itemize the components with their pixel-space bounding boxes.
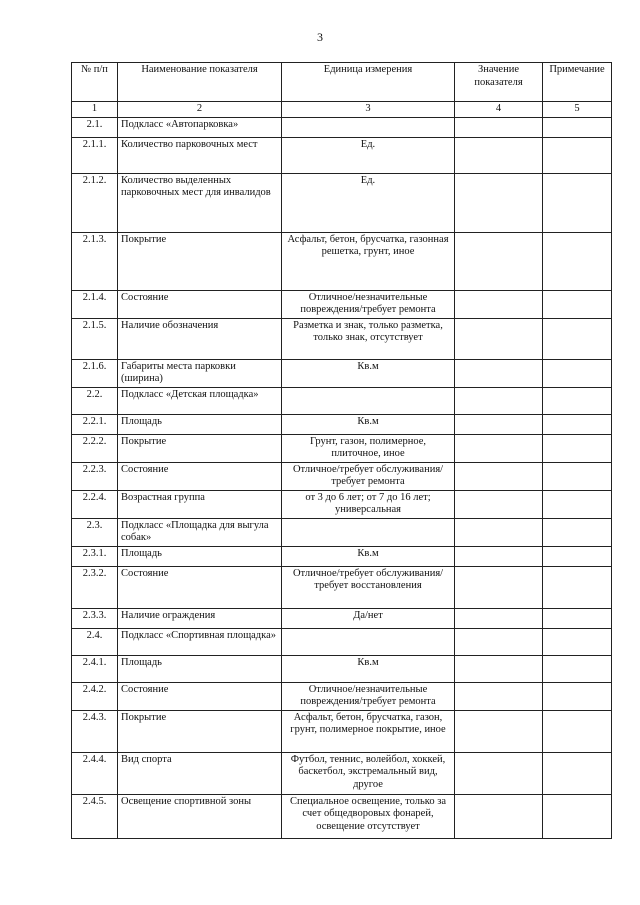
table-row bbox=[72, 318, 612, 359]
note-cell bbox=[543, 434, 612, 462]
note-cell bbox=[543, 359, 612, 387]
note-cell bbox=[543, 290, 612, 318]
note-cell bbox=[543, 682, 612, 710]
table-row bbox=[72, 462, 612, 490]
note-cell bbox=[543, 566, 612, 608]
col-number-2: 2 bbox=[118, 102, 282, 118]
header-note: Примечание bbox=[543, 63, 612, 102]
row-number: 2.1.4. bbox=[72, 290, 118, 318]
value-cell bbox=[455, 566, 543, 608]
row-number: 2.1. bbox=[72, 117, 118, 137]
note-cell bbox=[543, 387, 612, 414]
row-number: 2.4.2. bbox=[72, 682, 118, 710]
table-row bbox=[72, 752, 612, 794]
table-row bbox=[72, 710, 612, 752]
indicator-name: Количество выделенных парковочных мест для инвалидов bbox=[118, 173, 282, 232]
indicator-name: Габариты места парковки (ширина) bbox=[118, 359, 282, 387]
indicator-name: Подкласс «Площадка для выгула собак» bbox=[118, 518, 282, 546]
table-row bbox=[72, 137, 612, 173]
table-row bbox=[72, 546, 612, 566]
header-unit: Единица измерения bbox=[282, 63, 455, 102]
row-number: 2.1.6. bbox=[72, 359, 118, 387]
table-row bbox=[72, 290, 612, 318]
indicator-name: Состояние bbox=[118, 290, 282, 318]
value-cell bbox=[455, 608, 543, 628]
value-cell bbox=[455, 546, 543, 566]
col-number-3: 3 bbox=[282, 102, 455, 118]
value-cell bbox=[455, 117, 543, 137]
row-number: 2.2.1. bbox=[72, 414, 118, 434]
table-row bbox=[72, 414, 612, 434]
value-cell bbox=[455, 710, 543, 752]
value-cell bbox=[455, 318, 543, 359]
row-number: 2.2.2. bbox=[72, 434, 118, 462]
indicator-name: Подкласс «Детская площадка» bbox=[118, 387, 282, 414]
unit-of-measure bbox=[282, 518, 455, 546]
table-row bbox=[72, 359, 612, 387]
note-cell bbox=[543, 710, 612, 752]
note-cell bbox=[543, 462, 612, 490]
table-row bbox=[72, 434, 612, 462]
unit-of-measure: Кв.м bbox=[282, 359, 455, 387]
indicator-name: Площадь bbox=[118, 655, 282, 682]
value-cell bbox=[455, 682, 543, 710]
indicator-name: Освещение спортивной зоны bbox=[118, 794, 282, 838]
row-number: 2.2.4. bbox=[72, 490, 118, 518]
indicator-name: Состояние bbox=[118, 566, 282, 608]
col-number-5: 5 bbox=[543, 102, 612, 118]
table-body bbox=[72, 117, 612, 838]
unit-of-measure: Асфальт, бетон, брусчатка, газонная решетка, грунт, иное bbox=[282, 232, 455, 290]
indicator-name: Состояние bbox=[118, 682, 282, 710]
unit-of-measure: Отличное/незначительные повреждения/требует ремонта bbox=[282, 290, 455, 318]
note-cell bbox=[543, 414, 612, 434]
value-cell bbox=[455, 655, 543, 682]
value-cell bbox=[455, 434, 543, 462]
row-number: 2.4.5. bbox=[72, 794, 118, 838]
indicator-name: Количество парковочных мест bbox=[118, 137, 282, 173]
row-number: 2.3.3. bbox=[72, 608, 118, 628]
table-row bbox=[72, 608, 612, 628]
row-number: 2.4.4. bbox=[72, 752, 118, 794]
indicator-name: Возрастная группа bbox=[118, 490, 282, 518]
table-header-row bbox=[72, 63, 612, 102]
column-number-row bbox=[72, 102, 612, 118]
unit-of-measure: Грунт, газон, полимерное, плиточное, иное bbox=[282, 434, 455, 462]
row-number: 2.1.1. bbox=[72, 137, 118, 173]
note-cell bbox=[543, 546, 612, 566]
unit-of-measure: Отличное/требует обслуживания/требует ремонта bbox=[282, 462, 455, 490]
value-cell bbox=[455, 794, 543, 838]
row-number: 2.3.1. bbox=[72, 546, 118, 566]
note-cell bbox=[543, 232, 612, 290]
indicator-name: Площадь bbox=[118, 414, 282, 434]
indicator-name: Площадь bbox=[118, 546, 282, 566]
unit-of-measure: Да/нет bbox=[282, 608, 455, 628]
unit-of-measure bbox=[282, 387, 455, 414]
indicator-name: Состояние bbox=[118, 462, 282, 490]
row-number: 2.1.3. bbox=[72, 232, 118, 290]
table-row bbox=[72, 682, 612, 710]
unit-of-measure: Футбол, теннис, волейбол, хоккей, баскетбол, экстремальный вид, другое bbox=[282, 752, 455, 794]
row-number: 2.3.2. bbox=[72, 566, 118, 608]
header-indicator-name: Наименование показателя bbox=[118, 63, 282, 102]
row-number: 2.2. bbox=[72, 387, 118, 414]
value-cell bbox=[455, 359, 543, 387]
unit-of-measure: Ед. bbox=[282, 173, 455, 232]
unit-of-measure: Специальное освещение, только за счет общедворовых фонарей, освещение отсутствует bbox=[282, 794, 455, 838]
value-cell bbox=[455, 387, 543, 414]
unit-of-measure: Отличное/незначительные повреждения/требует ремонта bbox=[282, 682, 455, 710]
note-cell bbox=[543, 608, 612, 628]
note-cell bbox=[543, 490, 612, 518]
indicator-name: Покрытие bbox=[118, 434, 282, 462]
col-number-4: 4 bbox=[455, 102, 543, 118]
table-row bbox=[72, 628, 612, 655]
value-cell bbox=[455, 290, 543, 318]
page-number: 3 bbox=[317, 30, 323, 44]
note-cell bbox=[543, 518, 612, 546]
row-number: 2.4.1. bbox=[72, 655, 118, 682]
header-value: Значение показателя bbox=[455, 63, 543, 102]
unit-of-measure: Кв.м bbox=[282, 655, 455, 682]
value-cell bbox=[455, 518, 543, 546]
note-cell bbox=[543, 117, 612, 137]
indicators-table bbox=[71, 62, 612, 839]
col-number-1: 1 bbox=[72, 102, 118, 118]
table-row bbox=[72, 655, 612, 682]
header-number: № п/п bbox=[72, 63, 118, 102]
table-row bbox=[72, 490, 612, 518]
row-number: 2.4. bbox=[72, 628, 118, 655]
note-cell bbox=[543, 752, 612, 794]
indicator-name: Подкласс «Автопарковка» bbox=[118, 117, 282, 137]
note-cell bbox=[543, 655, 612, 682]
value-cell bbox=[455, 173, 543, 232]
unit-of-measure: Асфальт, бетон, брусчатка, газон, грунт, полимерное покрытие, иное bbox=[282, 710, 455, 752]
table-row bbox=[72, 117, 612, 137]
indicator-name: Наличие обозначения bbox=[118, 318, 282, 359]
indicator-name: Покрытие bbox=[118, 710, 282, 752]
indicator-name: Покрытие bbox=[118, 232, 282, 290]
value-cell bbox=[455, 490, 543, 518]
unit-of-measure: Кв.м bbox=[282, 414, 455, 434]
table-row bbox=[72, 173, 612, 232]
row-number: 2.4.3. bbox=[72, 710, 118, 752]
note-cell bbox=[543, 318, 612, 359]
unit-of-measure: Отличное/требует обслуживания/требует восстановления bbox=[282, 566, 455, 608]
table-row bbox=[72, 566, 612, 608]
unit-of-measure bbox=[282, 628, 455, 655]
indicator-name: Наличие ограждения bbox=[118, 608, 282, 628]
indicator-name: Вид спорта bbox=[118, 752, 282, 794]
table-row bbox=[72, 232, 612, 290]
value-cell bbox=[455, 414, 543, 434]
table-row bbox=[72, 518, 612, 546]
row-number: 2.2.3. bbox=[72, 462, 118, 490]
value-cell bbox=[455, 137, 543, 173]
note-cell bbox=[543, 628, 612, 655]
unit-of-measure: Кв.м bbox=[282, 546, 455, 566]
value-cell bbox=[455, 232, 543, 290]
unit-of-measure: от 3 до 6 лет; от 7 до 16 лет; универсальная bbox=[282, 490, 455, 518]
value-cell bbox=[455, 462, 543, 490]
unit-of-measure: Ед. bbox=[282, 137, 455, 173]
table-row bbox=[72, 794, 612, 838]
row-number: 2.1.2. bbox=[72, 173, 118, 232]
note-cell bbox=[543, 173, 612, 232]
table-row bbox=[72, 387, 612, 414]
value-cell bbox=[455, 752, 543, 794]
value-cell bbox=[455, 628, 543, 655]
indicator-name: Подкласс «Спортивная площадка» bbox=[118, 628, 282, 655]
note-cell bbox=[543, 794, 612, 838]
unit-of-measure bbox=[282, 117, 455, 137]
note-cell bbox=[543, 137, 612, 173]
row-number: 2.3. bbox=[72, 518, 118, 546]
row-number: 2.1.5. bbox=[72, 318, 118, 359]
unit-of-measure: Разметка и знак, только разметка, только знак, отсутствует bbox=[282, 318, 455, 359]
